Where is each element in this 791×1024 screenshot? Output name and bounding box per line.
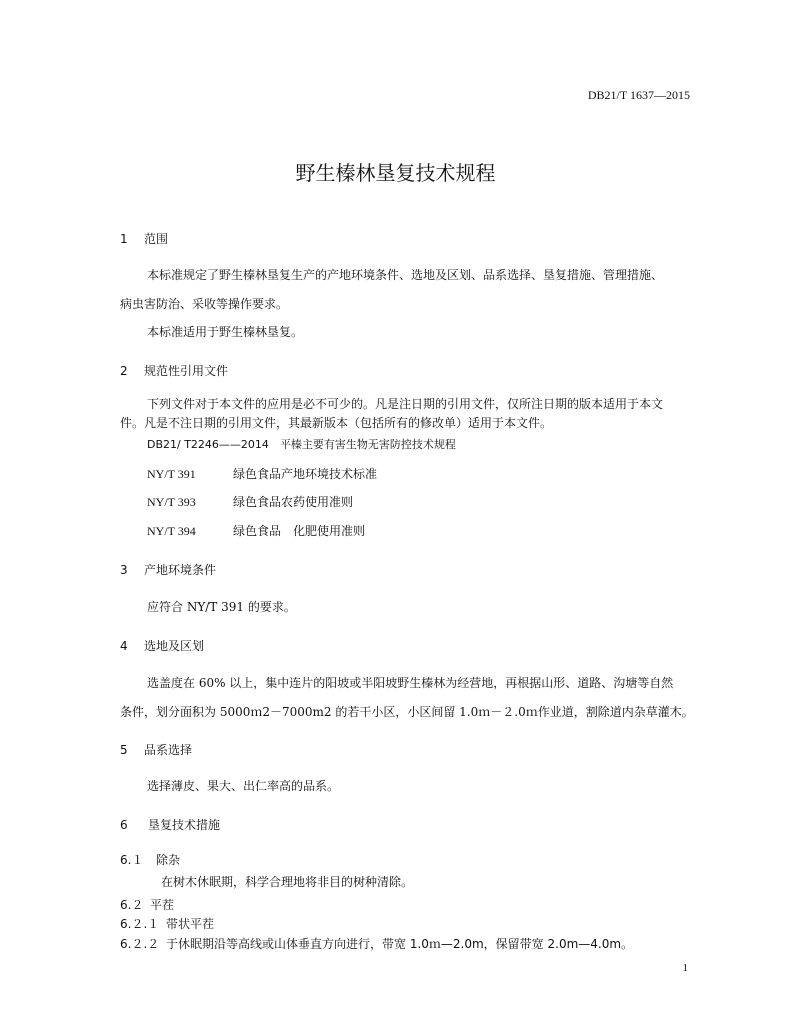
section-number: 1 [120, 232, 128, 246]
section-2-heading [120, 362, 228, 379]
section-number: 6 [120, 818, 128, 832]
reference-item [147, 493, 353, 510]
paragraph-line: 件。凡是不注日期的引用文件，其最新版本（包括所有的修改单）适用于本文件。 [120, 416, 553, 430]
standard-code: DB21/T 1637—2015 [587, 88, 690, 102]
subsection-6-1-heading [120, 851, 180, 868]
section-number: 6.２.１ [120, 917, 160, 931]
paragraph-line: 选择薄皮、果大、出仁率高的品系。 [147, 779, 340, 793]
paragraph-line: 在树木休眠期，科学合理地将非目的树种清除。 [161, 875, 414, 889]
section-3-heading [120, 561, 216, 578]
reference-item [147, 522, 365, 539]
section-title: 选地及区划 [144, 639, 205, 653]
section-4-heading [120, 637, 204, 654]
section-number: 4 [120, 639, 128, 653]
section-number: 5 [120, 743, 128, 757]
reference-item [147, 436, 456, 452]
section-title: 带状平茬 [166, 917, 215, 931]
section-title: 规范性引用文件 [144, 364, 229, 378]
paragraph-line: 本标准适用于野生榛林垦复。 [147, 325, 304, 339]
section-text: 于休眠期沿等高线或山体垂直方向进行，带宽 1.0ｍ—2.0m，保留带宽 2.0m—4.0m。 [166, 937, 634, 951]
reference-item [147, 465, 377, 482]
reference-code: NY/T 394 [147, 524, 196, 538]
reference-title: 平榛主要有害生物无害防控技术规程 [279, 438, 456, 451]
section-number: 3 [120, 563, 128, 577]
section-1-heading [120, 230, 168, 247]
reference-code: NY/T 391 [147, 467, 196, 481]
paragraph-line: 病虫害防治、采收等操作要求。 [120, 297, 289, 311]
reference-code: NY/T 393 [147, 495, 196, 509]
section-title: 垦复技术措施 [148, 818, 221, 832]
paragraph-line: 选盖度在 60% 以上，集中连片的阳坡或半阳坡野生榛林为经营地，再根据山形、道路、沟塘等自然 [147, 676, 674, 690]
subsection-6-2-2-item [120, 935, 633, 952]
paragraph-line: 应符合 NY/T 391 的要求。 [147, 600, 296, 614]
paragraph-line: 下列文件对于本文件的应用是必不可少的。凡是注日期的引用文件，仅所注日期的版本适用于本文 [147, 397, 664, 411]
paragraph-line: 本标准规定了野生榛林垦复生产的产地环境条件、选地及区划、品系选择、垦复措施、管理措施、 [147, 268, 664, 282]
section-title: 产地环境条件 [144, 563, 217, 577]
section-6-heading [120, 816, 220, 833]
section-number: 6.２ [120, 898, 144, 912]
subsection-6-2-heading [120, 896, 174, 913]
section-5-heading [120, 741, 192, 758]
reference-title: 绿色食品 化肥使用准则 [233, 524, 366, 538]
subsection-6-2-1-heading [120, 915, 214, 932]
section-number: 6.２.２ [120, 937, 160, 951]
reference-title: 绿色食品产地环境技术标准 [233, 467, 378, 481]
paragraph-line: 条件，划分面积为 5000ｍ2－7000m2 的若干小区，小区间留 1.0ｍ－２.0ｍ作业道，割除道内杂草灌木。 [120, 705, 694, 719]
section-number: 2 [120, 364, 128, 378]
page-number: 1 [682, 962, 688, 974]
section-title: 平茬 [150, 898, 175, 912]
section-title: 品系选择 [144, 743, 193, 757]
section-number: 6.１ [120, 853, 144, 867]
reference-title: 绿色食品农药使用准则 [233, 495, 354, 509]
section-title: 除杂 [156, 853, 181, 867]
reference-code: DB21/ T2246——2014 [147, 438, 269, 451]
section-title: 范围 [144, 232, 169, 246]
document-title: 野生榛林垦复技术规程 [295, 161, 496, 185]
